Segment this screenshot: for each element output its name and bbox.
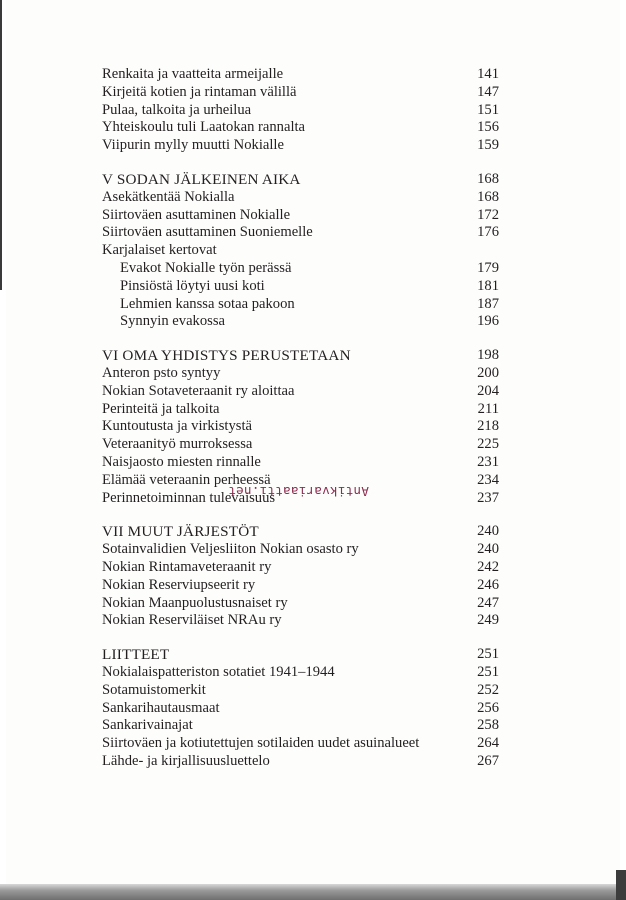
- toc-page-number: 196: [477, 313, 499, 330]
- toc-entry: [102, 401, 499, 419]
- toc-entry: [102, 365, 499, 383]
- toc-entry: [102, 700, 499, 718]
- toc-entry-title: LIITTEET: [102, 646, 170, 664]
- toc-entry: [102, 541, 499, 559]
- scan-corner: [616, 870, 626, 900]
- toc-entry-title: VII MUUT JÄRJESTÖT: [102, 523, 259, 541]
- toc-entry-title: Renkaita ja vaatteita armeijalle: [102, 66, 284, 82]
- toc-entry: [102, 436, 499, 454]
- toc-entry-title: Evakot Nokialle työn perässä: [120, 259, 292, 276]
- toc-page-number: 247: [477, 594, 499, 611]
- toc-page-number: 264: [477, 735, 499, 752]
- toc-entry: [102, 119, 499, 137]
- toc-page-number: 168: [477, 188, 499, 205]
- toc-page-number: 181: [477, 277, 499, 294]
- table-of-contents: [102, 66, 499, 787]
- toc-entry-title: Lehmien kanssa sotaa pakoon: [120, 295, 295, 312]
- toc-page-number: 218: [477, 418, 499, 435]
- toc-entry-title: Sotamuistomerkit: [102, 681, 206, 698]
- toc-entry-title: Nokian Reserviupseerit ry: [102, 576, 256, 593]
- page-left-edge: [0, 0, 2, 290]
- toc-entry-title: V SODAN JÄLKEINEN AIKA: [102, 170, 301, 188]
- toc-entry: [102, 735, 499, 753]
- toc-entry-title: Synnyin evakossa: [120, 313, 225, 330]
- toc-entry-title: Nokian Maanpuolustusnaiset ry: [102, 594, 288, 611]
- toc-page-number: 198: [477, 347, 499, 364]
- toc-section: [102, 523, 499, 630]
- toc-entry-title: Sankarivainajat: [102, 717, 193, 734]
- toc-page-number: 179: [477, 259, 499, 276]
- toc-page-number: 249: [477, 612, 499, 629]
- toc-entry: [102, 454, 499, 472]
- toc-entry: [102, 207, 499, 225]
- toc-page-number: 240: [477, 523, 499, 540]
- toc-page-number: 237: [477, 489, 499, 506]
- toc-page-number: 147: [477, 83, 499, 100]
- toc-entry: [102, 313, 499, 331]
- watermark: Antikvariaatti.net: [228, 484, 369, 499]
- toc-entry-title: Karjalaiset kertovat: [102, 242, 217, 259]
- toc-page-number: 251: [477, 646, 499, 663]
- toc-entry-title: Pinsiöstä löytyi uusi koti: [120, 277, 265, 294]
- toc-entry: [102, 278, 499, 296]
- toc-page-number: 200: [477, 364, 499, 381]
- toc-section: [102, 66, 499, 155]
- toc-page-number: 267: [477, 752, 499, 769]
- toc-page-number: 231: [477, 453, 499, 470]
- toc-entry-title: Kirjeitä kotien ja rintaman välillä: [102, 83, 297, 100]
- toc-page-number: 251: [477, 663, 499, 680]
- toc-page-number: 172: [477, 206, 499, 223]
- toc-entry: [102, 664, 499, 682]
- toc-entry-title: Nokian Sotaveteraanit ry aloittaa: [102, 382, 295, 399]
- toc-page-number: 234: [477, 471, 499, 488]
- toc-entry: [102, 84, 499, 102]
- toc-entry-title: Pulaa, talkoita ja urheilua: [102, 101, 252, 118]
- toc-page-number: 156: [477, 119, 499, 136]
- toc-entry-title: Siirtoväen ja kotiutettujen sotilaiden uudet asuinalueet: [102, 735, 420, 752]
- toc-entry: [102, 296, 499, 314]
- toc-page-number: 211: [477, 400, 499, 417]
- toc-page-number: 242: [477, 558, 499, 575]
- toc-entry-title: Sotainvalidien Veljesliiton Nokian osasto ry: [102, 541, 359, 558]
- toc-entry-title: Nokialaispatteriston sotatiet 1941–1944: [102, 663, 335, 680]
- toc-entry-title: Viipurin mylly muutti Nokialle: [102, 137, 284, 154]
- toc-entry-title: Kuntoutusta ja virkistystä: [102, 418, 252, 435]
- toc-entry: [102, 612, 499, 630]
- toc-page-number: 240: [477, 541, 499, 558]
- toc-entry-title: Naisjaosto miesten rinnalle: [102, 453, 261, 470]
- toc-entry: [102, 66, 499, 84]
- toc-page-number: 176: [477, 224, 499, 241]
- toc-entry: [102, 559, 499, 577]
- toc-chapter-heading: [102, 646, 499, 664]
- toc-chapter-heading: [102, 523, 499, 541]
- toc-page-number: 168: [477, 170, 499, 187]
- toc-entry-title: Anteron psto syntyy: [102, 364, 221, 381]
- toc-chapter-heading: [102, 171, 499, 189]
- toc-entry: [102, 102, 499, 120]
- toc-entry-title: Yhteiskoulu tuli Laatokan rannalta: [102, 119, 306, 136]
- toc-entry-title: Asekätkentää Nokialla: [102, 188, 235, 205]
- toc-entry-title: Sankarihautausmaat: [102, 699, 220, 716]
- toc-entry: [102, 577, 499, 595]
- toc-entry: [102, 242, 499, 260]
- toc-page-number: 159: [477, 137, 499, 154]
- toc-entry: [102, 224, 499, 242]
- toc-entry: [102, 260, 499, 278]
- toc-entry: [102, 682, 499, 700]
- toc-entry: [102, 418, 499, 436]
- toc-entry-title: Nokian Rintamaveteraanit ry: [102, 558, 272, 575]
- toc-page-number: 187: [477, 295, 499, 312]
- toc-page-number: 151: [477, 101, 499, 118]
- toc-entry-title: Veteraanityö murroksessa: [102, 436, 253, 453]
- toc-page-number: 204: [477, 382, 499, 399]
- scan-bottom-edge: [0, 884, 626, 900]
- toc-entry: [102, 189, 499, 207]
- toc-chapter-heading: [102, 347, 499, 365]
- toc-page-number: 256: [477, 699, 499, 716]
- toc-page-number: 246: [477, 576, 499, 593]
- toc-entry-title: Siirtoväen asuttaminen Suoniemelle: [102, 224, 313, 241]
- toc-entry: [102, 717, 499, 735]
- toc-section: [102, 171, 499, 331]
- toc-section: [102, 646, 499, 771]
- toc-entry: [102, 383, 499, 401]
- toc-entry: [102, 595, 499, 613]
- toc-entry: [102, 753, 499, 771]
- toc-page-number: 258: [477, 717, 499, 734]
- toc-entry-title: Lähde- ja kirjallisuusluettelo: [102, 752, 270, 769]
- toc-entry-title: Nokian Reserviläiset NRAu ry: [102, 612, 282, 629]
- toc-entry-title: Elämää veteraanin perheessä: [102, 471, 271, 488]
- toc-page-number: 225: [477, 436, 499, 453]
- toc-page-number: 141: [477, 66, 499, 82]
- toc-entry: [102, 137, 499, 155]
- toc-entry-title: Perinteitä ja talkoita: [102, 400, 220, 417]
- toc-page-number: 252: [477, 681, 499, 698]
- toc-entry-title: Perinnetoiminnan tulevaisuus: [102, 489, 276, 506]
- toc-entry-title: VI OMA YHDISTYS PERUSTETAAN: [102, 347, 351, 365]
- toc-entry-title: Siirtoväen asuttaminen Nokialle: [102, 206, 291, 223]
